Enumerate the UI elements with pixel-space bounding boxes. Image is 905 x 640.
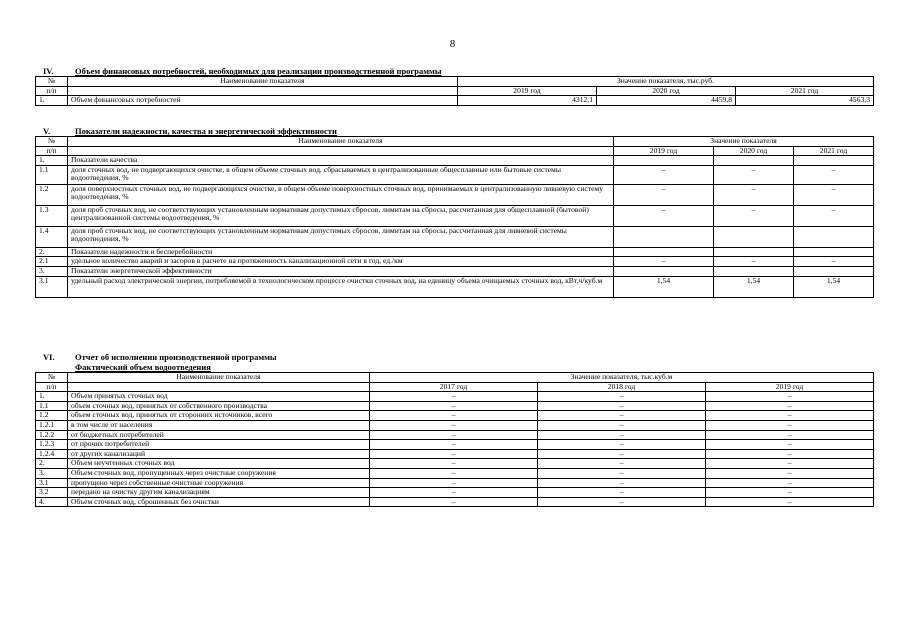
- row-value: –: [370, 478, 538, 488]
- row-number: 3.2: [36, 488, 68, 498]
- row-value: –: [706, 459, 874, 469]
- year-header: 2020 год: [714, 146, 794, 156]
- row-name: Объем сточных вод, сброшенных без очистки: [68, 497, 370, 507]
- row-value: –: [714, 165, 794, 184]
- row-value: –: [538, 411, 706, 421]
- row-name: Объем сточных вод, пропущенных через очистные сооружения: [68, 468, 370, 478]
- row-number: 3.: [36, 468, 68, 478]
- row-value: [614, 156, 714, 166]
- row-number: 3.: [36, 266, 68, 276]
- row-number: 1.2.3: [36, 440, 68, 450]
- section-number: V.: [43, 126, 51, 136]
- row-name: в том числе от населения: [68, 420, 370, 430]
- row-value: –: [614, 257, 714, 267]
- table-row: [36, 430, 874, 440]
- row-number: 1.2.1: [36, 420, 68, 430]
- table-row: [36, 226, 874, 247]
- row-value: –: [370, 468, 538, 478]
- row-value: 1,54: [794, 276, 874, 297]
- year-header: 2019 год: [706, 382, 874, 392]
- table-row: [36, 276, 874, 297]
- year-header: 2017 год: [370, 382, 538, 392]
- col-name-header: Наименование показателя: [68, 373, 370, 383]
- row-value: [714, 226, 794, 247]
- row-name: Объем неучтенных сточных вод: [68, 459, 370, 469]
- row-name: доля поверхностных сточных вод, не подвергающихся очистке, в общем объеме поверхностных сточных вод, принимаемых в централизованную ливневую систему водоотведения, %: [68, 184, 614, 205]
- row-value: –: [538, 392, 706, 402]
- section-number: IV.: [43, 66, 54, 76]
- row-value: –: [714, 257, 794, 267]
- row-number: 1.2.4: [36, 449, 68, 459]
- table-row: [36, 449, 874, 459]
- section-program-report: [35, 352, 873, 507]
- row-name: доля проб сточных вод, не соответствующих установленным нормативам допустимых сбросов, лимитам на сбросы, рассчитанная для ливневой системы водоотведения, %: [68, 226, 614, 247]
- row-value: –: [538, 440, 706, 450]
- year-header: 2021 год: [736, 86, 874, 96]
- row-name: Объем принятых сточных вод: [68, 392, 370, 402]
- row-value: –: [538, 420, 706, 430]
- col-name-header: Наименование показателя: [68, 77, 458, 87]
- row-value: –: [706, 449, 874, 459]
- row-number: 1.: [36, 392, 68, 402]
- row-value: –: [706, 430, 874, 440]
- row-value: –: [794, 184, 874, 205]
- row-value: [794, 247, 874, 257]
- row-number: 1.3: [36, 205, 68, 226]
- row-value: –: [706, 497, 874, 507]
- row-value: –: [538, 401, 706, 411]
- row-value: –: [538, 488, 706, 498]
- row-value: –: [614, 205, 714, 226]
- year-header: 2018 год: [538, 382, 706, 392]
- row-value: [614, 226, 714, 247]
- section-subtitle: Фактический объем водоотведения: [75, 362, 211, 372]
- table-row: [36, 96, 874, 106]
- row-value: –: [370, 440, 538, 450]
- table-row: [36, 401, 874, 411]
- row-value: –: [370, 449, 538, 459]
- table-row: [36, 392, 874, 402]
- table-row: [36, 459, 874, 469]
- row-number: 2.: [36, 247, 68, 257]
- row-value: –: [538, 478, 706, 488]
- row-name: пропущено через собственные очистные сооружения: [68, 478, 370, 488]
- row-value: –: [538, 430, 706, 440]
- col-value-header: Значение показателя: [614, 137, 874, 147]
- row-value: –: [370, 411, 538, 421]
- row-value: –: [370, 497, 538, 507]
- col-name-header: Наименование показателя: [68, 137, 614, 147]
- col-num-header: №: [36, 373, 68, 383]
- col-num-subheader: п/п: [36, 146, 68, 156]
- row-value: –: [370, 488, 538, 498]
- year-header: 2019 год: [458, 86, 597, 96]
- row-value: [614, 247, 714, 257]
- table-row: [36, 497, 874, 507]
- section-heading: [35, 66, 873, 76]
- row-value: 1,54: [714, 276, 794, 297]
- table-row: [36, 468, 874, 478]
- row-value: –: [370, 392, 538, 402]
- row-value: –: [706, 392, 874, 402]
- col-num-subheader: п/п: [36, 382, 68, 392]
- row-value: –: [538, 468, 706, 478]
- col-num-header: №: [36, 77, 68, 87]
- row-value: –: [614, 184, 714, 205]
- section-title: Показатели надежности, качества и энергетической эффективности: [75, 126, 337, 136]
- row-value: –: [706, 488, 874, 498]
- table-row: [36, 266, 874, 276]
- row-number: 1.4: [36, 226, 68, 247]
- row-name: объем сточных вод, принятых от сторонних источников, всего: [68, 411, 370, 421]
- row-value: [714, 266, 794, 276]
- row-value: –: [706, 478, 874, 488]
- row-number: 1.2: [36, 184, 68, 205]
- reliability-table: [35, 136, 874, 298]
- row-number: 4.: [36, 497, 68, 507]
- row-value: –: [706, 440, 874, 450]
- row-value: –: [706, 411, 874, 421]
- col-num-header: №: [36, 137, 68, 147]
- row-value: –: [714, 184, 794, 205]
- section-heading: [35, 352, 873, 362]
- row-number: 2.: [36, 459, 68, 469]
- row-number: 1.2: [36, 411, 68, 421]
- row-value: –: [706, 420, 874, 430]
- section-reliability: [35, 126, 873, 298]
- row-value: –: [370, 401, 538, 411]
- row-number: 1.: [36, 96, 68, 106]
- row-value: [714, 156, 794, 166]
- row-name: Показатели качества: [68, 156, 614, 166]
- row-number: 2.1: [36, 257, 68, 267]
- row-value: [794, 226, 874, 247]
- row-value: –: [794, 205, 874, 226]
- table-row: [36, 165, 874, 184]
- row-name: от прочих потребителей: [68, 440, 370, 450]
- row-value: –: [370, 420, 538, 430]
- table-row: [36, 440, 874, 450]
- year-header: 2019 год: [614, 146, 714, 156]
- row-value: [714, 247, 794, 257]
- row-value: –: [614, 165, 714, 184]
- row-value: –: [706, 401, 874, 411]
- program-report-body: [36, 392, 874, 507]
- page-number: 8: [449, 38, 456, 50]
- row-name: объем сточных вод, принятых от собственного производства: [68, 401, 370, 411]
- section-heading: [35, 126, 873, 136]
- row-name: Показатели надежности и бесперебойности: [68, 247, 614, 257]
- row-value: –: [538, 449, 706, 459]
- row-number: 1.2.2: [36, 430, 68, 440]
- row-value: –: [370, 430, 538, 440]
- col-num-subheader: п/п: [36, 86, 68, 96]
- row-name: доля сточных вод, не подвергающихся очистке, в общем объеме сточных вод, сбрасываемых в централизованные общесплавные или бытовые системы водоотведения, %: [68, 165, 614, 184]
- section-financial-needs: [35, 66, 873, 106]
- row-number: 1.1: [36, 165, 68, 184]
- row-value: 1,54: [614, 276, 714, 297]
- row-number: 1.: [36, 156, 68, 166]
- row-value: 4312,1: [458, 96, 597, 106]
- table-row: [36, 247, 874, 257]
- table-row: [36, 257, 874, 267]
- row-value: [794, 266, 874, 276]
- financial-needs-table: [35, 76, 874, 106]
- row-number: 3.1: [36, 276, 68, 297]
- year-header: 2020 год: [597, 86, 736, 96]
- row-name: доля проб сточных вод, не соответствующих установленным нормативам допустимых сбросов, лимитам на сбросы, рассчитанная для общесплавной (бытовой) централизованной системы водоотведения, %: [68, 205, 614, 226]
- row-name: передано на очистку другим канализациям: [68, 488, 370, 498]
- row-value: [794, 156, 874, 166]
- row-number: 1.1: [36, 401, 68, 411]
- table-row: [36, 488, 874, 498]
- row-name: от других канализаций: [68, 449, 370, 459]
- row-value: –: [706, 468, 874, 478]
- row-name: от бюджетных потребителей: [68, 430, 370, 440]
- row-value: 4459,8: [597, 96, 736, 106]
- table-row: [36, 411, 874, 421]
- row-name: Объем финансовых потребностей: [68, 96, 458, 106]
- table-row: [36, 156, 874, 166]
- program-report-table: [35, 372, 874, 507]
- table-row: [36, 420, 874, 430]
- row-value: [614, 266, 714, 276]
- table-row: [36, 184, 874, 205]
- row-name: Показатели энергетической эффективности: [68, 266, 614, 276]
- table-row: [36, 478, 874, 488]
- row-value: –: [538, 459, 706, 469]
- table-row: [36, 205, 874, 226]
- section-subheading: [35, 362, 873, 372]
- col-value-header: Значение показателя, тыс.куб.м: [370, 373, 874, 383]
- row-number: 3.1: [36, 478, 68, 488]
- year-header: 2021 год: [794, 146, 874, 156]
- row-value: –: [794, 165, 874, 184]
- row-value: 4563,3: [736, 96, 874, 106]
- row-value: –: [714, 205, 794, 226]
- row-value: –: [370, 459, 538, 469]
- col-value-header: Значение показателя, тыс.руб.: [458, 77, 874, 87]
- row-name: удельный расход электрической энергии, потребляемой в технологическом процессе очистки сточных вод, на единицу объема очищаемых сточных вод, кВт.ч/куб.м: [68, 276, 614, 297]
- row-name: удельное количество аварий и засоров в расчете на протяженность канализационной сети в год, ед./км: [68, 257, 614, 267]
- section-number: VI.: [43, 352, 55, 362]
- row-value: –: [538, 497, 706, 507]
- section-title: Объем финансовых потребностей, необходимых для реализации производственной программы: [75, 66, 442, 76]
- row-value: –: [794, 257, 874, 267]
- section-title: Отчет об исполнении производственной программы: [75, 352, 277, 362]
